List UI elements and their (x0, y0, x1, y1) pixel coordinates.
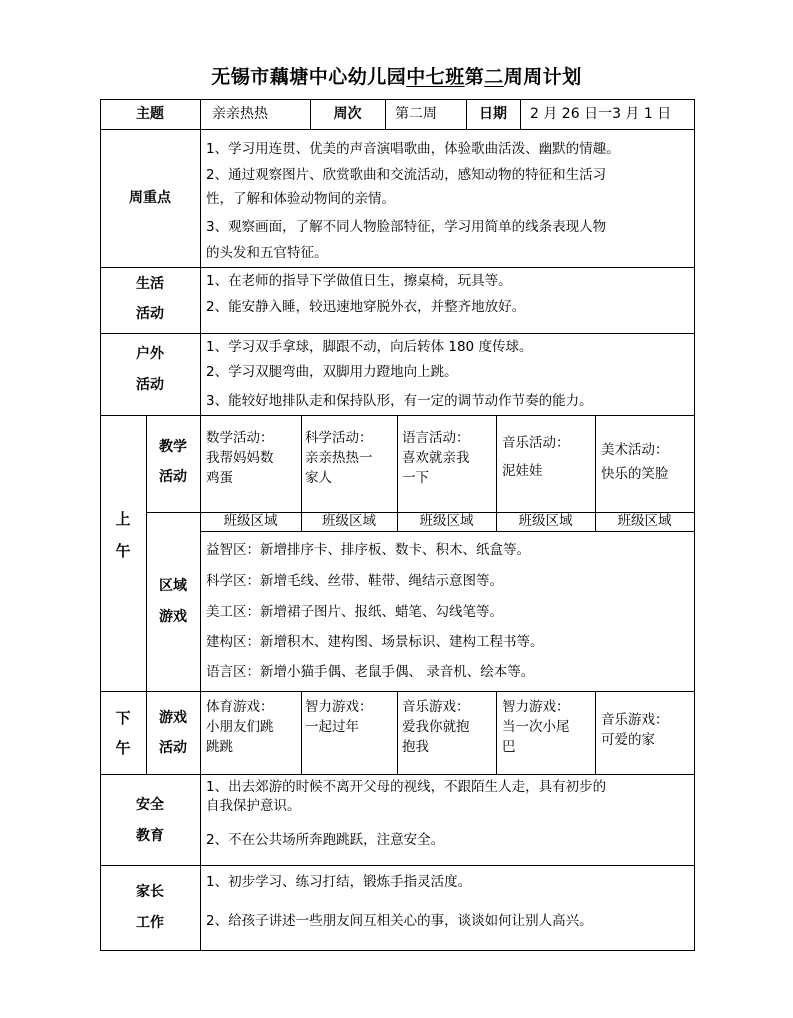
cell-line: 音乐游戏： (601, 712, 669, 728)
cell-line: 体育游戏： (206, 699, 274, 715)
area-item: 益智区：新增排序卡、排序板、数卡、积木、纸盒等。 (206, 542, 530, 558)
title-suffix: 周周计划 (503, 66, 582, 88)
date-value: 2 月 26 日一3 月 1 日 (530, 106, 672, 122)
safety-label-1: 安全 (136, 797, 164, 813)
parents-label-2: 工作 (136, 915, 164, 931)
focus-item: 2、通过观察图片、欣赏歌曲和交流活动，感知动物的特征和生活习 (206, 167, 607, 183)
cell-line: 智力游戏： (502, 699, 570, 715)
safety-label-2: 教育 (136, 828, 164, 844)
cell-line: 亲亲热热一 (305, 450, 373, 466)
cell-line: 喜欢就亲我 (402, 450, 470, 466)
cell-line: 一起过年 (305, 719, 359, 735)
parents-item: 1、初步学习、练习打结，锻炼手指灵活度。 (206, 874, 472, 890)
focus-item: 3、观察画面，了解不同人物脸部特征，学习用简单的线条表现人物 (206, 219, 607, 235)
area-item: 美工区：新增裙子图片、报纸、蜡笔、勾线笔等。 (206, 604, 503, 620)
life-label-1: 生活 (136, 276, 164, 292)
weekly-plan-table (100, 99, 695, 951)
cell-line: 我帮妈妈数 (206, 450, 274, 466)
cell-line: 泥娃娃 (502, 463, 543, 479)
cell-line: 科学活动： (305, 430, 373, 446)
cell-line: 美术活动： (601, 442, 669, 458)
outdoor-label-1: 户外 (136, 346, 164, 362)
school-name: 无锡市藕塘中心幼儿园 (211, 66, 407, 88)
area-row-cell: 班级区域 (617, 513, 672, 529)
cell-line: 音乐活动： (502, 435, 570, 451)
cell-line: 语言活动： (402, 430, 470, 446)
teaching-label-2: 活动 (159, 469, 187, 485)
cell-line: 鸡蛋 (206, 470, 233, 486)
cell-line: 智力游戏： (305, 699, 373, 715)
outdoor-item: 2、学习双腿弯曲，双脚用力蹬地向上跳。 (206, 364, 458, 380)
cell-line: 当一次小尾 (502, 719, 570, 735)
week-value: 第二周 (395, 106, 437, 122)
theme-label: 主题 (136, 106, 164, 122)
area-item: 科学区：新增毛线、丝带、鞋带、绳结示意图等。 (206, 573, 503, 589)
area-row-cell: 班级区域 (322, 513, 376, 529)
cell-line: 家人 (305, 470, 332, 486)
area-label-1: 区域 (159, 578, 187, 594)
cell-line: 小朋友们跳 (206, 719, 274, 735)
morning-label-2: 午 (115, 542, 131, 560)
area-item: 建构区：新增积木、建构图、场景标识、建构工程书等。 (206, 634, 544, 650)
cell-line: 数学活动： (206, 430, 274, 446)
life-label-2: 活动 (136, 306, 164, 322)
outdoor-label-2: 活动 (136, 377, 164, 393)
afternoon-label-2: 午 (115, 739, 131, 757)
area-row-cell: 班级区域 (419, 513, 474, 529)
cell-line: 一下 (402, 470, 429, 486)
parents-label-1: 家长 (136, 884, 164, 900)
morning-label-1: 上 (115, 510, 131, 528)
week-label: 周次 (333, 106, 362, 122)
cell-line: 音乐游戏： (402, 699, 470, 715)
teaching-label-1: 教学 (159, 439, 187, 455)
cell-line: 爱我你就抱 (402, 719, 470, 735)
cell-line: 跳跳 (206, 739, 233, 755)
page-title (0, 62, 793, 89)
area-row-cell: 班级区域 (518, 513, 573, 529)
week-number: 二 (484, 66, 504, 88)
life-item: 2、能安静入睡，较迅速地穿脱外衣，并整齐地放好。 (206, 299, 526, 315)
area-row-cell: 班级区域 (223, 513, 278, 529)
cell-line: 抱我 (402, 739, 429, 755)
theme-value: 亲亲热热 (212, 106, 268, 122)
title-mid: 第 (464, 66, 485, 88)
parents-item: 2、给孩子讲述一些朋友间互相关心的事，谈谈如何让别人高兴。 (206, 913, 593, 929)
focus-item: 性，了解和体验动物间的亲情。 (206, 191, 395, 207)
date-label: 日期 (479, 106, 507, 122)
area-label-2: 游戏 (159, 609, 187, 625)
afternoon-label-1: 下 (115, 709, 131, 727)
focus-label: 周重点 (129, 190, 171, 206)
games-label-2: 活动 (159, 740, 187, 756)
cell-line: 巴 (502, 739, 516, 755)
focus-item: 1、学习用连贯、优美的声音演唱歌曲，体验歌曲活泼、幽默的情趣。 (206, 141, 620, 157)
cell-line: 可爱的家 (601, 732, 655, 748)
class-name: 中七班 (406, 66, 465, 88)
games-label-1: 游戏 (159, 710, 187, 726)
cell-line: 快乐的笑脸 (601, 466, 669, 482)
safety-item: 2、不在公共场所奔跑跳跃，注意安全。 (206, 832, 445, 848)
safety-item: 1、出去郊游的时候不离开父母的视线，不跟陌生人走，具有初步的 (206, 779, 607, 795)
focus-item: 的头发和五官特征。 (206, 245, 328, 261)
safety-item: 自我保护意识。 (206, 798, 301, 814)
area-item: 语言区：新增小猫手偶、老鼠手偶、 录音机、绘本等。 (206, 664, 535, 680)
outdoor-item: 1、学习双手拿球，脚跟不动，向后转体 180 度传球。 (206, 339, 533, 355)
outdoor-item: 3、能较好地排队走和保持队形，有一定的调节动作节奏的能力。 (206, 393, 593, 409)
life-item: 1、在老师的指导下学做值日生，擦桌椅，玩具等。 (206, 273, 512, 289)
